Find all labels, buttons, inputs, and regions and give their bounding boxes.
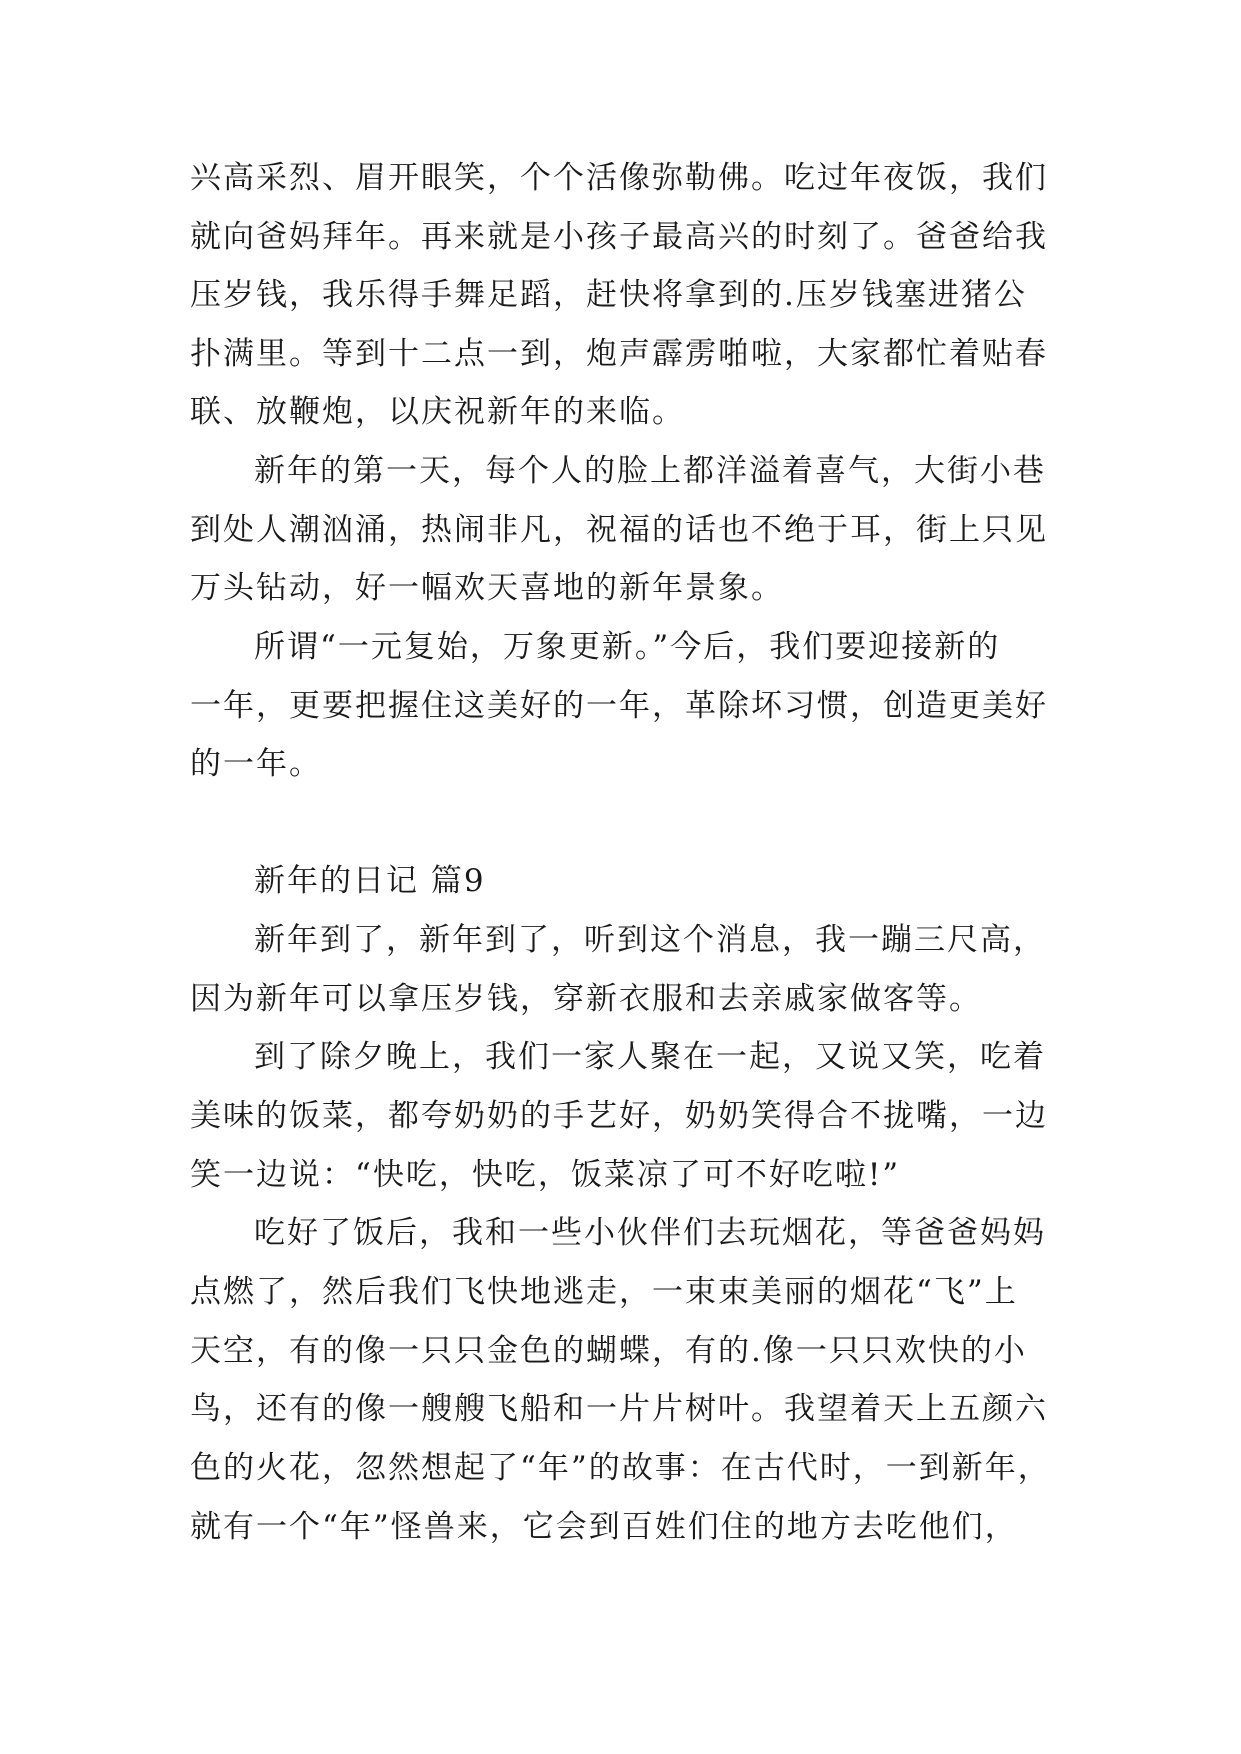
text-line: 到处人潮汹涌，热闹非凡，祝福的话也不绝于耳，街上只见	[190, 512, 1048, 548]
text-line: 的一年。	[190, 746, 322, 782]
text-line: 就有一个“年”怪兽来，它会到百姓们住的地方去吃他们，	[190, 1509, 1018, 1545]
text-line: 就向爸妈拜年。再来就是小孩子最高兴的时刻了。爸爸给我	[190, 219, 1048, 255]
text-line: 因为新年可以拿压岁钱，穿新衣服和去亲戚家做客等。	[190, 981, 982, 1017]
paragraph-first-line: 新年的第一天，每个人的脸上都洋溢着喜气，大街小巷	[254, 453, 1046, 489]
paragraph-first-line: 新年到了，新年到了，听到这个消息，我一蹦三尺高，	[254, 922, 1046, 958]
paragraph-first-line: 所谓“一元复始，万象更新。”今后，我们要迎接新的	[254, 629, 1001, 665]
text-line: 扑满里。等到十二点一到，炮声霹雳啪啦，大家都忙着贴春	[190, 336, 1048, 372]
text-line: 一年，更要把握住这美好的一年，革除坏习惯，创造更美好	[190, 688, 1048, 724]
text-line: 联、放鞭炮，以庆祝新年的来临。	[190, 394, 685, 430]
text-line: 点燃了，然后我们飞快地逃走，一束束美丽的烟花“飞”上	[190, 1274, 1018, 1310]
paragraph-first-line: 吃好了饭后，我和一些小伙伴们去玩烟花，等爸爸妈妈	[254, 1215, 1046, 1251]
section-heading: 新年的日记 篇9	[254, 863, 486, 899]
text-line: 色的火花，忽然想起了“年”的故事：在古代时，一到新年，	[190, 1450, 1051, 1486]
paragraph-first-line: 到了除夕晚上，我们一家人聚在一起，又说又笑，吃着	[254, 1039, 1046, 1075]
text-line: 压岁钱，我乐得手舞足蹈，赶快将拿到的.压岁钱塞进猪公	[190, 277, 1027, 313]
text-line: 万头钻动，好一幅欢天喜地的新年景象。	[190, 570, 784, 606]
text-line: 笑一边说：“快吃，快吃，饭菜凉了可不好吃啦!”	[190, 1157, 901, 1193]
text-line: 鸟，还有的像一艘艘飞船和一片片树叶。我望着天上五颜六	[190, 1391, 1048, 1427]
text-line: 兴高采烈、眉开眼笑，个个活像弥勒佛。吃过年夜饭，我们	[190, 160, 1048, 196]
text-line: 美味的饭菜，都夸奶奶的手艺好，奶奶笑得合不拢嘴，一边	[190, 1098, 1048, 1134]
text-line: 天空，有的像一只只金色的蝴蝶，有的.像一只只欢快的小	[190, 1333, 1027, 1369]
